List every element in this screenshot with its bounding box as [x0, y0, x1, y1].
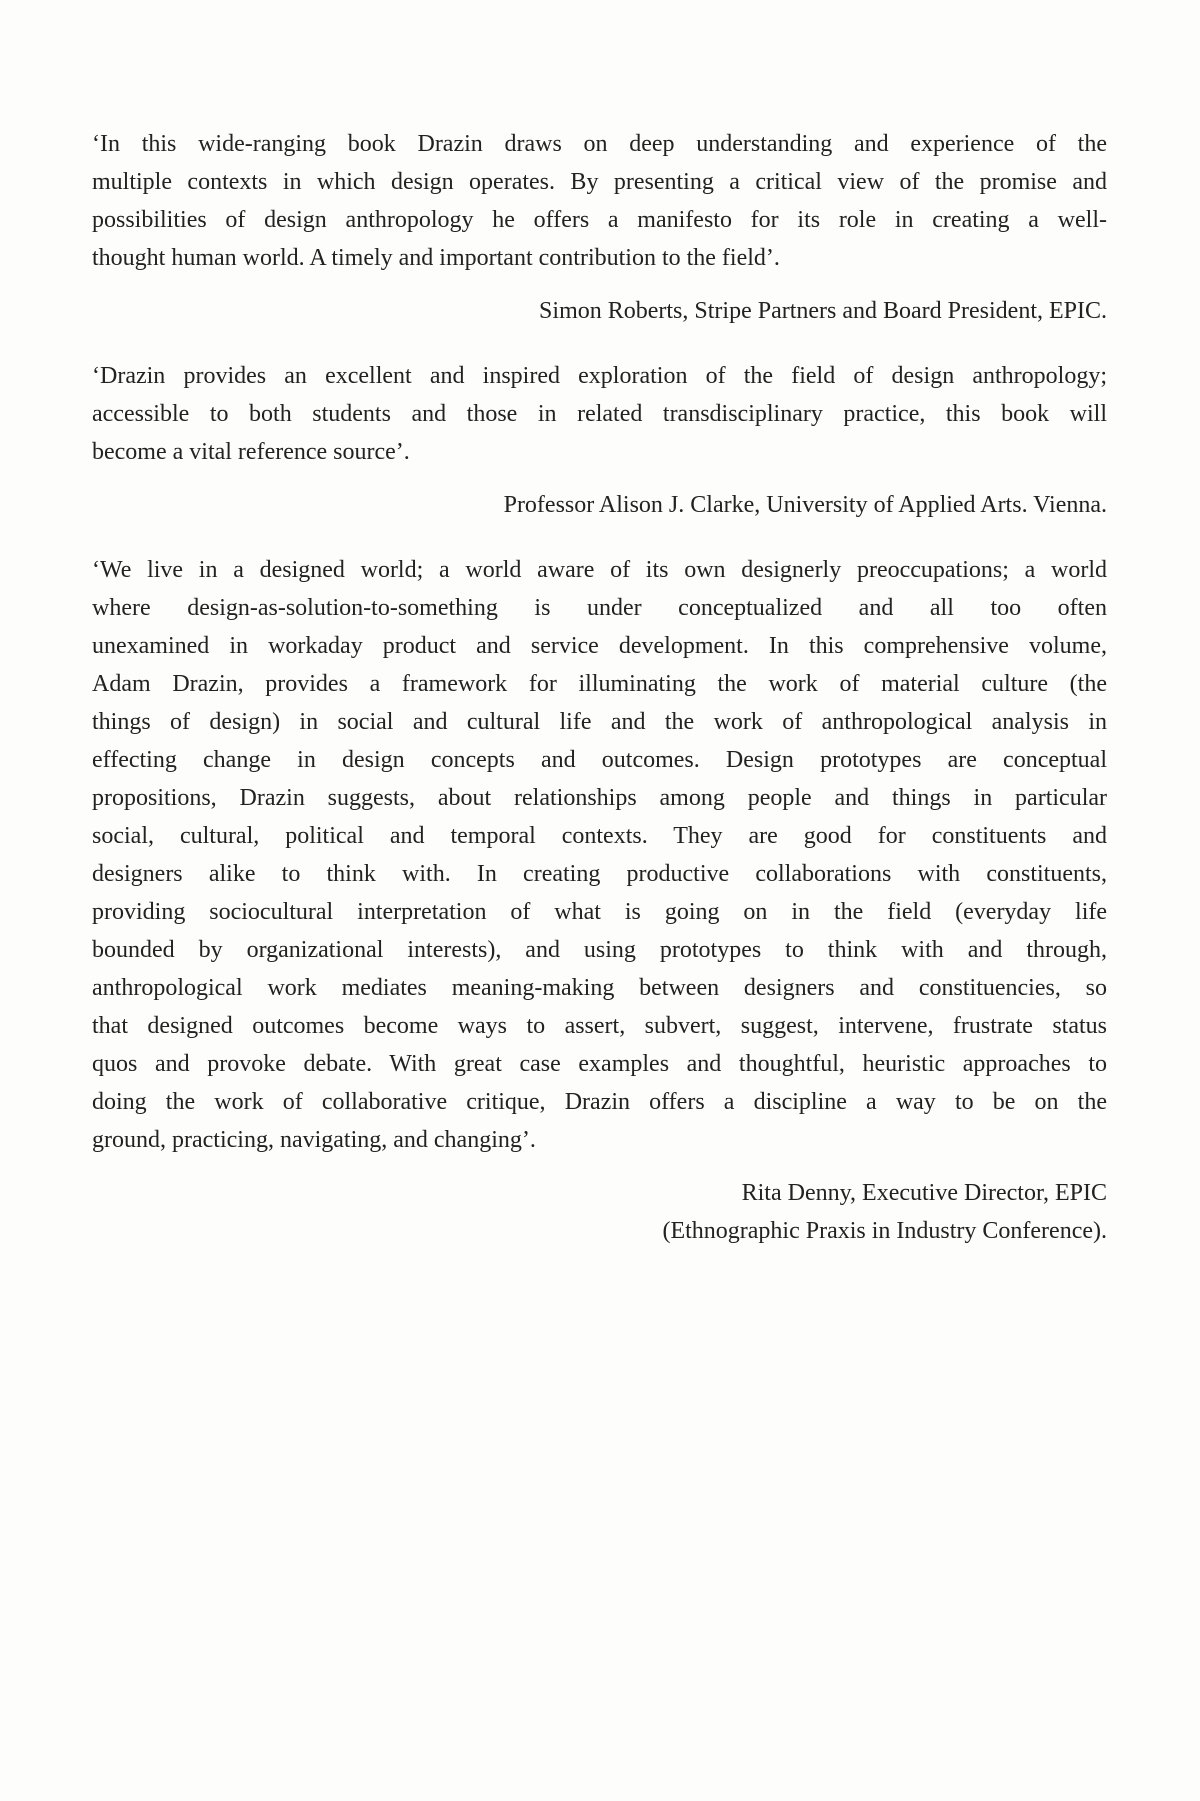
- quote-line: unexamined in workaday product and service development. In this comprehensive volume,: [92, 633, 1107, 659]
- quote-line: social, cultural, political and temporal contexts. They are good for constituents and: [92, 823, 1107, 849]
- endorsement-quote: [92, 125, 1107, 277]
- quote-line: ‘Drazin provides an excellent and inspired exploration of the field of design anthropology;: [92, 363, 1107, 389]
- attribution-line: (Ethnographic Praxis in Industry Conference).: [662, 1218, 1107, 1244]
- quote-line: possibilities of design anthropology he offers a manifesto for its role in creating a well-: [92, 207, 1107, 233]
- quote-line: accessible to both students and those in related transdisciplinary practice, this book will: [92, 401, 1107, 427]
- quote-line: ‘We live in a designed world; a world aware of its own designerly preoccupations; a world: [92, 557, 1107, 583]
- quote-line: thought human world. A timely and important contribution to the field’.: [92, 245, 780, 271]
- quote-line: anthropological work mediates meaning-making between designers and constituencies, so: [92, 975, 1107, 1001]
- endorsement-simon-roberts: [92, 125, 1107, 330]
- quote-line: multiple contexts in which design operates. By presenting a critical view of the promise and: [92, 169, 1107, 195]
- quote-line: where design-as-solution-to-something is under conceptualized and all too often: [92, 595, 1107, 621]
- endorsement-alison-clarke: [92, 357, 1107, 524]
- attribution-line: Professor Alison J. Clarke, University of Applied Arts. Vienna.: [503, 492, 1107, 518]
- endorsement-quote: [92, 357, 1107, 471]
- quote-line: quos and provoke debate. With great case examples and thoughtful, heuristic approaches to: [92, 1051, 1107, 1077]
- quote-line: effecting change in design concepts and outcomes. Design prototypes are conceptual: [92, 747, 1107, 773]
- quote-line: Adam Drazin, provides a framework for illuminating the work of material culture (the: [92, 671, 1107, 697]
- quote-line: providing sociocultural interpretation of what is going on in the field (everyday life: [92, 899, 1107, 925]
- quote-line: propositions, Drazin suggests, about relationships among people and things in particular: [92, 785, 1107, 811]
- endorsement-rita-denny: [92, 551, 1107, 1250]
- quote-line: that designed outcomes become ways to assert, subvert, suggest, intervene, frustrate status: [92, 1013, 1107, 1039]
- endorsement-attribution: [92, 1174, 1107, 1250]
- endorsement-attribution: [92, 292, 1107, 330]
- quote-line: ground, practicing, navigating, and changing’.: [92, 1127, 536, 1153]
- quote-line: doing the work of collaborative critique, Drazin offers a discipline a way to be on the: [92, 1089, 1107, 1115]
- attribution-line: Rita Denny, Executive Director, EPIC: [741, 1180, 1107, 1206]
- attribution-line: Simon Roberts, Stripe Partners and Board President, EPIC.: [539, 298, 1107, 324]
- quote-line: become a vital reference source’.: [92, 439, 410, 465]
- endorsement-quote: [92, 551, 1107, 1159]
- quote-line: bounded by organizational interests), and using prototypes to think with and through,: [92, 937, 1107, 963]
- endorsements-page: [92, 125, 1107, 1277]
- endorsement-attribution: [92, 486, 1107, 524]
- quote-line: things of design) in social and cultural life and the work of anthropological analysis in: [92, 709, 1107, 735]
- quote-line: ‘In this wide-ranging book Drazin draws on deep understanding and experience of the: [92, 131, 1107, 157]
- quote-line: designers alike to think with. In creating productive collaborations with constituents,: [92, 861, 1107, 887]
